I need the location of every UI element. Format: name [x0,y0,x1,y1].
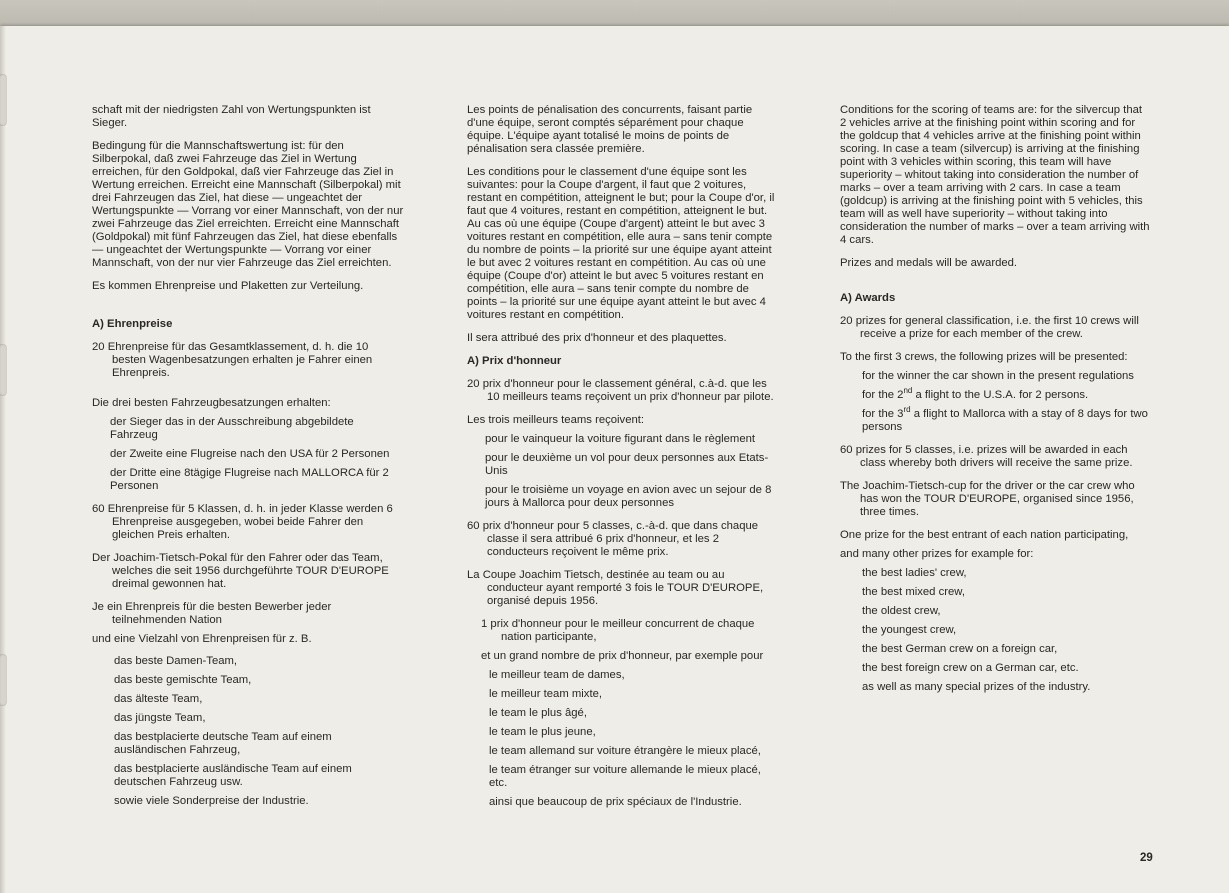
paragraph: 60 prix d'honneur pour 5 classes, c.-à-d. que dans chaque classe il sera attribué 6 prix d'honneur, et les 2 conducteurs reçoivent le même prix. [467,520,759,558]
list-item: sowie viele Sonderpreise der Industrie. [114,795,309,807]
paragraph: The Joachim-Tietsch-cup for the driver or the car crew who has won the TOUR D'EUROPE, organised since 1956, three times. [840,480,1135,518]
text-part: a flight to Mallorca with a stay of 8 days for two persons [862,408,1148,433]
paragraph: Les trois meilleurs teams reçoivent: [467,414,645,426]
german-column [92,104,404,808]
paragraph: 1 prix d'honneur pour le meilleur concurrent de chaque nation participante, [481,618,755,643]
english-column [840,104,1150,694]
paragraph: Die drei besten Fahrzeugbesatzungen erhalten: [92,397,331,409]
section-heading: A) Prix d'honneur [467,355,562,367]
list-item: le team allemand sur voiture étrangère le mieux placé, [489,745,761,757]
paragraph: et un grand nombre de prix d'honneur, par exemple pour [481,650,764,662]
list-item: as well as many special prizes of the industry. [862,681,1091,693]
binding-hole [0,654,7,706]
text-part: a flight to the U.S.A. for 2 persons. [912,389,1089,401]
paragraph: Bedingung für die Mannschaftswertung ist: für den Silberpokal, daß zwei Fahrzeuge das Ziel in Wertung erreichen, für den Goldpokal, daß vier Fahrzeuge das Ziel in Wertung erreichen. Erreicht eine Mannschaft (Silberpokal) mit drei Fahrzeugen das Ziel, hat diese — ungeachtet der Wertungspunkte — Vorrang vor einer Mannschaft, von der nur zwei Fahrzeuge das Ziel erreichten. Erreicht eine Mannschaft (Goldpokal) mit fünf Fahrzeugen das Ziel, hat diese ebenfalls — ungeachtet der Wertungspunkte — Vorrang vor einer Mannschaft, von der nur vier Fahrzeuge das Ziel erreichten. [92,140,404,269]
section-heading: A) Ehrenpreise [92,318,173,330]
paragraph: Je ein Ehrenpreis für die besten Bewerber jeder teilnehmenden Nation [92,601,332,626]
french-column [467,104,777,809]
paragraph: Es kommen Ehrenpreise und Plaketten zur Verteilung. [92,280,364,292]
list-item: ainsi que beaucoup de prix spéciaux de l'Industrie. [489,796,742,808]
prize-item: der Sieger das in der Ausschreibung abgebildete Fahrzeug [110,416,354,441]
paragraph: Il sera attribué des prix d'honneur et des plaquettes. [467,332,727,344]
list-item: le team étranger sur voiture allemande le mieux placé, etc. [489,764,761,789]
paragraph: und eine Vielzahl von Ehrenpreisen für z. B. [92,633,312,645]
list-item: das jüngste Team, [114,712,206,724]
paragraph: Der Joachim-Tietsch-Pokal für den Fahrer oder das Team, welches die seit 1956 durchgeführte TOUR D'EUROPE dreimal gewonnen hat. [92,552,389,590]
prize-item: pour le vainqueur la voiture figurant dans le règlement [485,433,756,445]
ordinal-suffix: rd [903,405,911,415]
ordinal-suffix: nd [903,386,913,396]
paragraph: 60 prizes for 5 classes, i.e. prizes will be awarded in each class whereby both drivers will receive the same prize. [840,444,1133,469]
paragraph: To the first 3 crews, the following prizes will be presented: [840,351,1128,363]
paragraph: Les points de pénalisation des concurrents, faisant partie d'une équipe, seront comptés séparément pour chaque équipe. L'équipe ayant totalisé le moins de points de pénalisation sera classée première. [467,104,753,155]
section-heading: A) Awards [840,292,896,304]
list-item: the best German crew on a foreign car, [862,643,1058,655]
prize-item: der Dritte eine 8tägige Flugreise nach MALLORCA für 2 Personen [110,467,389,492]
prize-item: for the winner the car shown in the present regulations [862,370,1134,382]
paragraph: La Coupe Joachim Tietsch, destinée au team ou au conducteur ayant remporté 3 fois le TOUR D'EUROPE, organisé depuis 1956. [467,569,764,607]
list-item: the best ladies' crew, [862,567,967,579]
paragraph: schaft mit der niedrigsten Zahl von Wertungspunkten ist Sieger. [92,104,371,129]
prize-item [862,386,1150,402]
page-number: 29 [1140,852,1153,864]
paragraph: 20 Ehrenpreise für das Gesamtklassement, d. h. die 10 besten Wagenbesatzungen erhalten je Fahrer einen Ehrenpreis. [92,341,373,379]
paragraph: Conditions for the scoring of teams are: for the silvercup that 2 vehicles arrive at the finishing point within scoring and for the goldcup that 4 vehicles arrive at the finishing point within scoring. In case a team (silvercup) is arriving at the finishing point with 3 vehicles within scoring, this team will have superiority – whitout taking into consideration the number of marks – over a team arriving with 2 cars. In case a team (goldcup) is arriving at the finishing point with 5 vehicles, this team will as well have superiority – without taking into consideration the number of marks – over a team arriving with 4 cars. [840,104,1150,246]
binding-hole [0,344,7,396]
prize-item: pour le troisième un voyage en avion avec un sejour de 8 jours à Mallorca pour deux personnes [485,484,772,509]
list-item: the oldest crew, [862,605,941,617]
paragraph: Les conditions pour le classement d'une équipe sont les suivantes: pour la Coupe d'argent, il faut que 2 voitures, restant en compétition, atteignent le but; pour la Coupe d'or, il faut que 4 voitures, restant en compétition, atteignent le but. Au cas où une équipe (Coupe d'argent) atteint le but avec 3 voitures restant en compétition, elle aura – sans tenir compte du nombre de points – la priorité sur une équipe ayant atteint le but avec 2 voitures restant en compétition. Au cas où une équipe (Coupe d'or) atteint le but avec 5 voitures restant en compétition, elle aura – sans tenir compte du nombre de points – la priorité sur une équipe ayant atteint le but avec 4 voitures restant en compétition. [467,166,775,321]
list-item: das beste gemischte Team, [114,674,252,686]
paragraph: 20 prix d'honneur pour le classement général, c.à-d. que les 10 meilleurs teams reçoivent un prix d'honneur par pilote. [467,378,774,403]
text-part: for the 3 [862,408,904,420]
list-item: le meilleur team de dames, [489,669,625,681]
paragraph: and many other prizes for example for: [840,548,1034,560]
list-item: le team le plus âgé, [489,707,587,719]
list-item: das bestplacierte ausländische Team auf einem deutschen Fahrzeug usw. [114,763,352,788]
paragraph: One prize for the best entrant of each nation participating, [840,529,1129,541]
prize-item: der Zweite eine Flugreise nach den USA für 2 Personen [110,448,390,460]
binding-edge [0,26,6,893]
list-item: le meilleur team mixte, [489,688,603,700]
list-item: das beste Damen-Team, [114,655,238,667]
list-item: das bestplacierte deutsche Team auf einem ausländischen Fahrzeug, [114,731,332,756]
prize-item: pour le deuxième un vol pour deux personnes aux Etats-Unis [485,452,769,477]
list-item: das älteste Team, [114,693,203,705]
list-item: the best foreign crew on a German car, etc. [862,662,1079,674]
binding-hole [0,74,7,126]
paragraph: 20 prizes for general classification, i.e. the first 10 crews will receive a prize for each member of the crew. [840,315,1139,340]
paragraph: Prizes and medals will be awarded. [840,257,1018,269]
paragraph: 60 Ehrenpreise für 5 Klassen, d. h. in jeder Klasse werden 6 Ehrenpreise ausgegeben, wobei beide Fahrer den gleichen Preis erhalten. [92,503,393,541]
prize-item [862,405,1150,434]
list-item: le team le plus jeune, [489,726,596,738]
list-item: the youngest crew, [862,624,957,636]
list-item: the best mixed crew, [862,586,965,598]
text-part: for the 2 [862,389,904,401]
